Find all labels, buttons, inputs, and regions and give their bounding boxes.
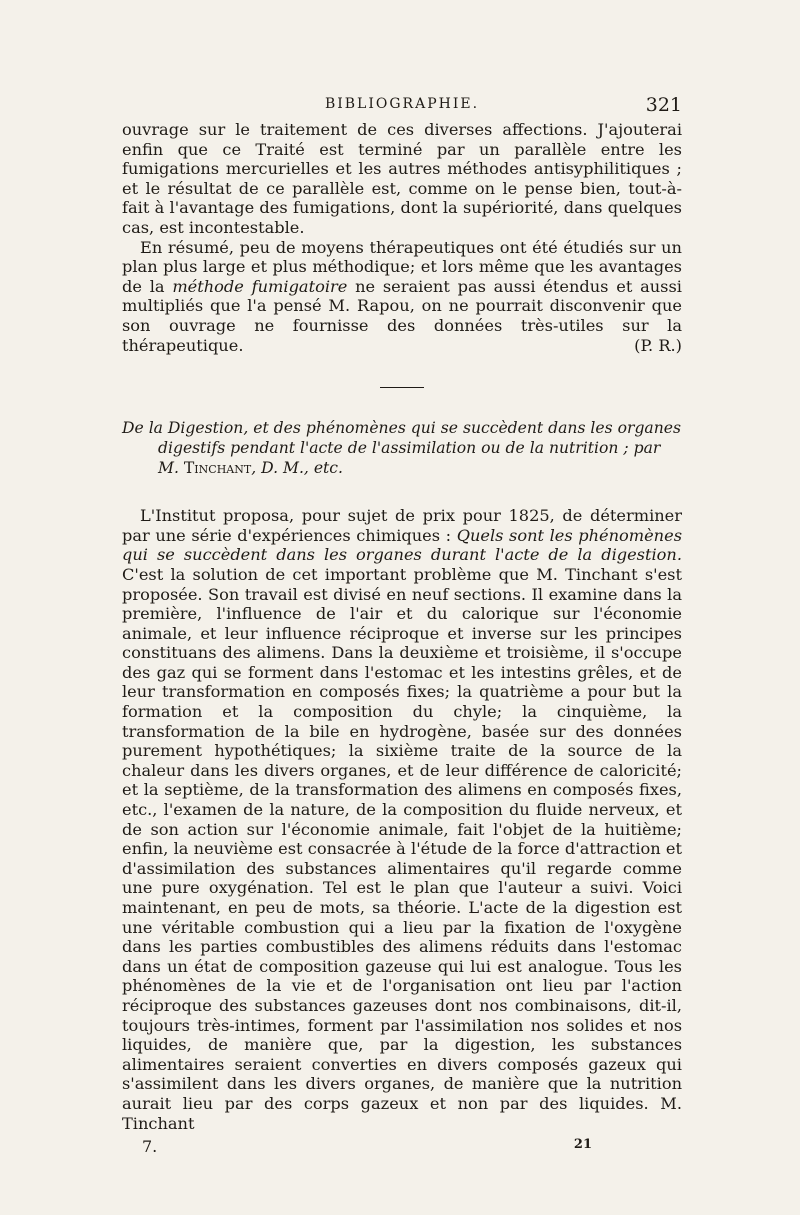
article-intro: L'Institut proposa, pour sujet de prix pour 1825, de déterminer par une série d'expériences chimiques :: [122, 506, 682, 545]
article-title: [122, 418, 682, 478]
signature-mark: 21: [573, 1137, 592, 1153]
article-summary: C'est la solution de cet important problème que M. Tinchant s'est proposée. Son travail est divisé en neuf sections. Il examine dans la première, l'influence de l'air et du calorique sur l'économie animale, et leur influence réciproque et inverse sur les principes constituans des alimens. Dans la deuxième et troisième, il s'occupe des gaz qui se forment dans l'estomac et les intestins grêles, et de leur transformation en composés fixes; la quatrième a pour but la formation et la composition du chyle; la cinquième, la transformation de la bile en hydrogène, basée sur des données purement hypothétiques; la sixième traite de la source de la chaleur dans les divers organes, et de leur différence de caloricité; et la septième, de la transformation des alimens en composés fixes, etc., l'examen de la nature, de la composition du fluide nerveux, et de son action sur l'économie animale, fait l'objet de la huitième; enfin, la neuvième est consacrée à l'étude de la force d'attraction et d'assimilation des substances alimentaires qu'il regarde comme une pure oxygénation. Tel est le plan que l'auteur a suivi. Voici maintenant, en peu de mots, sa théorie. L'acte de la digestion est une véritable combustion qui a lieu par la fixation de l'oxygène dans les parties combustibles des alimens réduits dans l'estomac dans un état de composition gazeuse qui lui est analogue. Tous les phénomènes de la vie et de l'organisation ont lieu par l'action réciproque des substances gazeuses dont nos combinaisons, dit-il, toujours très-intimes, forment par l'assimilation nos solides et nos liquides, de manière que, par la digestion, les substances alimentaires seraient converties en divers composés gazeux qui s'assimilent dans les divers organes, de manière que la nutrition aurait lieu par des corps gazeux et non par des liquides. M. Tinchant: [122, 564, 682, 1133]
author-suffix: , D. M., etc.: [251, 459, 343, 478]
review-paragraph-1: ouvrage sur le traitement de ces diverses affections. J'ajouterai enfin que ce Traité est terminé par un parallèle entre les fumigations mercurielles et les autres méthodes antisyphilitiques ; et le résultat de ce parallèle est, comme on le pense bien, tout-à-fait à l'avantage des fumigations, dont la supériorité, dans quelques cas, est incontestable.: [122, 120, 682, 237]
section-divider: [380, 387, 424, 388]
article-question: Quels sont les phénomènes qui se succèdent dans les organes durant l'acte de la digestion.: [122, 525, 682, 565]
spacer: [122, 478, 682, 506]
running-title: BIBLIOGRAPHIE.: [324, 96, 480, 112]
article-body: [122, 506, 682, 1133]
page-header: [122, 96, 682, 120]
author-name: Tinchant: [183, 459, 252, 478]
review-paragraph-2: [122, 238, 682, 356]
page-number: 321: [645, 94, 682, 116]
review-paragraph-2-start: En résumé, peu de moyens thérapeutiques ont été étudiés sur un plan plus large et plus méthodique; et lors même que les avantages de la: [122, 237, 682, 296]
article-title-line-1: De la Digestion, et des phénomènes qui se succèdent dans les organes: [122, 419, 682, 438]
review-paragraph-2-end: ne seraient pas aussi étendus et aussi multipliés que l'a pensé M. Rapou, on ne pourrait disconvenir que son ouvrage ne fournisse des données très-utiles sur la thérapeutique.: [122, 276, 682, 355]
page-footer: [122, 1137, 682, 1159]
review-paragraph-2-italic: méthode fumigatoire: [172, 276, 348, 296]
review-signature: (P. R.): [634, 335, 682, 355]
article-title-line-2: digestifs pendant l'acte de l'assimilation ou de la nutrition ; par: [158, 439, 661, 458]
sheet-number: 7.: [142, 1137, 158, 1157]
author-prefix: M.: [158, 459, 179, 478]
article-author: [158, 459, 343, 477]
book-page: [122, 96, 682, 1159]
